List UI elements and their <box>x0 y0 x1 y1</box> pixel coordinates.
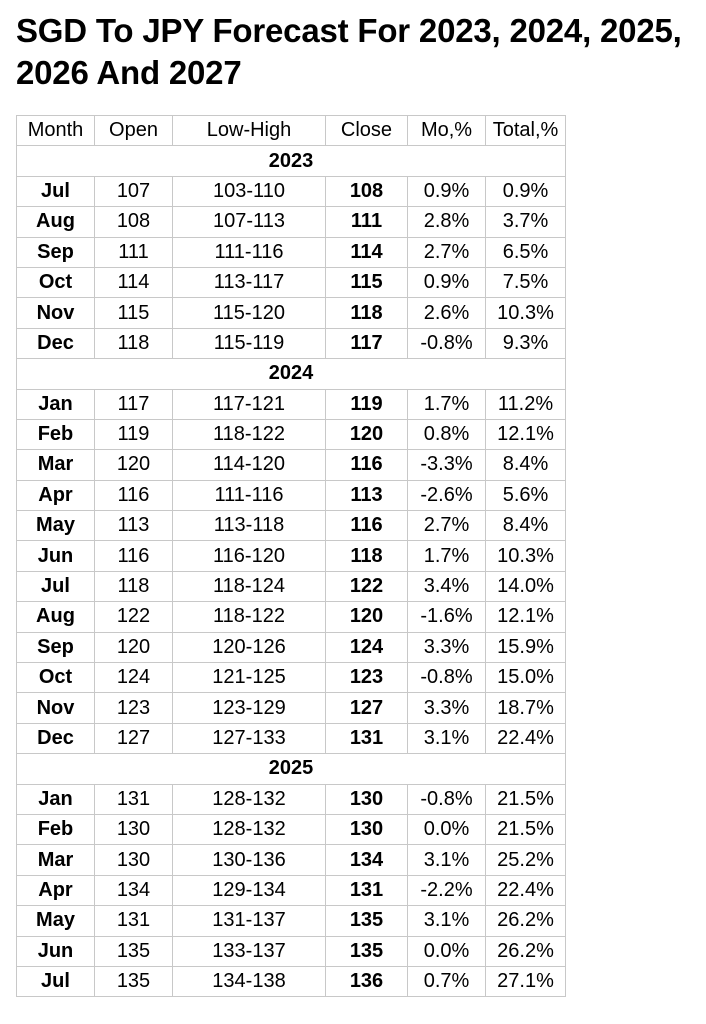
table-row <box>17 511 566 541</box>
cell-low-high: 129-134 <box>173 875 326 905</box>
table-row <box>17 207 566 237</box>
table-row <box>17 267 566 297</box>
cell-mo-percent: 0.7% <box>408 966 486 996</box>
cell-close: 131 <box>326 723 408 753</box>
cell-month: Dec <box>17 723 95 753</box>
cell-total-percent: 15.9% <box>486 632 566 662</box>
cell-low-high: 128-132 <box>173 814 326 844</box>
cell-close: 108 <box>326 176 408 206</box>
year-heading: 2023 <box>17 146 566 176</box>
cell-month: Nov <box>17 693 95 723</box>
cell-total-percent: 8.4% <box>486 511 566 541</box>
cell-mo-percent: 3.3% <box>408 632 486 662</box>
forecast-table <box>16 115 566 997</box>
cell-month: Apr <box>17 480 95 510</box>
header-mo-percent: Mo,% <box>408 116 486 146</box>
cell-total-percent: 5.6% <box>486 480 566 510</box>
cell-low-high: 107-113 <box>173 207 326 237</box>
cell-open: 108 <box>95 207 173 237</box>
cell-open: 120 <box>95 632 173 662</box>
cell-low-high: 118-122 <box>173 602 326 632</box>
table-row <box>17 328 566 358</box>
cell-total-percent: 11.2% <box>486 389 566 419</box>
cell-close: 136 <box>326 966 408 996</box>
table-row <box>17 450 566 480</box>
cell-total-percent: 14.0% <box>486 571 566 601</box>
cell-month: May <box>17 511 95 541</box>
cell-close: 118 <box>326 298 408 328</box>
cell-close: 116 <box>326 450 408 480</box>
cell-open: 131 <box>95 906 173 936</box>
cell-close: 115 <box>326 267 408 297</box>
cell-low-high: 118-122 <box>173 419 326 449</box>
table-row <box>17 875 566 905</box>
header-month: Month <box>17 116 95 146</box>
cell-low-high: 130-136 <box>173 845 326 875</box>
cell-open: 131 <box>95 784 173 814</box>
cell-month: Jul <box>17 571 95 601</box>
table-row <box>17 237 566 267</box>
cell-open: 107 <box>95 176 173 206</box>
cell-mo-percent: -3.3% <box>408 450 486 480</box>
cell-month: Jun <box>17 541 95 571</box>
table-row <box>17 784 566 814</box>
cell-open: 116 <box>95 541 173 571</box>
header-total-percent: Total,% <box>486 116 566 146</box>
cell-open: 118 <box>95 328 173 358</box>
cell-total-percent: 8.4% <box>486 450 566 480</box>
table-row <box>17 663 566 693</box>
table-row <box>17 632 566 662</box>
cell-close: 119 <box>326 389 408 419</box>
header-low-high: Low-High <box>173 116 326 146</box>
header-row <box>17 116 566 146</box>
cell-low-high: 111-116 <box>173 480 326 510</box>
cell-open: 134 <box>95 875 173 905</box>
cell-open: 119 <box>95 419 173 449</box>
cell-total-percent: 12.1% <box>486 419 566 449</box>
table-row <box>17 571 566 601</box>
cell-low-high: 114-120 <box>173 450 326 480</box>
cell-close: 131 <box>326 875 408 905</box>
cell-total-percent: 21.5% <box>486 784 566 814</box>
cell-low-high: 103-110 <box>173 176 326 206</box>
cell-open: 120 <box>95 450 173 480</box>
cell-close: 127 <box>326 693 408 723</box>
cell-low-high: 127-133 <box>173 723 326 753</box>
year-heading: 2024 <box>17 359 566 389</box>
cell-low-high: 134-138 <box>173 966 326 996</box>
cell-open: 130 <box>95 845 173 875</box>
cell-month: Jul <box>17 176 95 206</box>
cell-close: 130 <box>326 814 408 844</box>
cell-total-percent: 26.2% <box>486 906 566 936</box>
cell-close: 134 <box>326 845 408 875</box>
cell-mo-percent: 1.7% <box>408 389 486 419</box>
cell-total-percent: 6.5% <box>486 237 566 267</box>
cell-low-high: 128-132 <box>173 784 326 814</box>
cell-mo-percent: 0.0% <box>408 936 486 966</box>
cell-month: Jul <box>17 966 95 996</box>
cell-open: 115 <box>95 298 173 328</box>
table-row <box>17 419 566 449</box>
cell-month: Oct <box>17 267 95 297</box>
cell-mo-percent: -0.8% <box>408 328 486 358</box>
cell-close: 113 <box>326 480 408 510</box>
cell-mo-percent: 2.8% <box>408 207 486 237</box>
cell-month: Nov <box>17 298 95 328</box>
cell-low-high: 133-137 <box>173 936 326 966</box>
cell-open: 118 <box>95 571 173 601</box>
cell-close: 116 <box>326 511 408 541</box>
cell-month: Oct <box>17 663 95 693</box>
table-row <box>17 541 566 571</box>
header-close: Close <box>326 116 408 146</box>
table-row <box>17 176 566 206</box>
cell-month: Sep <box>17 632 95 662</box>
cell-close: 114 <box>326 237 408 267</box>
cell-open: 111 <box>95 237 173 267</box>
cell-open: 117 <box>95 389 173 419</box>
table-row <box>17 936 566 966</box>
table-row <box>17 966 566 996</box>
table-row <box>17 389 566 419</box>
cell-close: 118 <box>326 541 408 571</box>
table-row <box>17 845 566 875</box>
cell-close: 123 <box>326 663 408 693</box>
cell-open: 135 <box>95 936 173 966</box>
header-open: Open <box>95 116 173 146</box>
cell-mo-percent: 3.4% <box>408 571 486 601</box>
cell-mo-percent: 0.0% <box>408 814 486 844</box>
cell-month: May <box>17 906 95 936</box>
cell-month: Jan <box>17 389 95 419</box>
cell-low-high: 118-124 <box>173 571 326 601</box>
cell-mo-percent: 2.7% <box>408 237 486 267</box>
cell-low-high: 113-118 <box>173 511 326 541</box>
cell-total-percent: 21.5% <box>486 814 566 844</box>
cell-total-percent: 12.1% <box>486 602 566 632</box>
cell-open: 116 <box>95 480 173 510</box>
cell-total-percent: 15.0% <box>486 663 566 693</box>
cell-close: 120 <box>326 602 408 632</box>
year-heading: 2025 <box>17 754 566 784</box>
cell-low-high: 120-126 <box>173 632 326 662</box>
cell-close: 111 <box>326 207 408 237</box>
cell-total-percent: 18.7% <box>486 693 566 723</box>
cell-low-high: 123-129 <box>173 693 326 723</box>
cell-month: Mar <box>17 845 95 875</box>
cell-close: 130 <box>326 784 408 814</box>
cell-close: 135 <box>326 936 408 966</box>
cell-month: Dec <box>17 328 95 358</box>
cell-low-high: 113-117 <box>173 267 326 297</box>
cell-open: 135 <box>95 966 173 996</box>
cell-month: Apr <box>17 875 95 905</box>
cell-mo-percent: -2.2% <box>408 875 486 905</box>
cell-low-high: 121-125 <box>173 663 326 693</box>
cell-low-high: 117-121 <box>173 389 326 419</box>
cell-total-percent: 27.1% <box>486 966 566 996</box>
cell-month: Feb <box>17 814 95 844</box>
cell-mo-percent: 3.1% <box>408 845 486 875</box>
cell-close: 122 <box>326 571 408 601</box>
cell-total-percent: 10.3% <box>486 298 566 328</box>
cell-mo-percent: 3.1% <box>408 906 486 936</box>
cell-month: Feb <box>17 419 95 449</box>
year-row <box>17 754 566 784</box>
cell-close: 135 <box>326 906 408 936</box>
cell-open: 127 <box>95 723 173 753</box>
cell-mo-percent: -0.8% <box>408 784 486 814</box>
table-row <box>17 480 566 510</box>
cell-total-percent: 26.2% <box>486 936 566 966</box>
year-row <box>17 146 566 176</box>
cell-month: Jan <box>17 784 95 814</box>
cell-mo-percent: 2.7% <box>408 511 486 541</box>
cell-total-percent: 3.7% <box>486 207 566 237</box>
cell-mo-percent: -2.6% <box>408 480 486 510</box>
cell-low-high: 115-119 <box>173 328 326 358</box>
table-row <box>17 906 566 936</box>
cell-low-high: 111-116 <box>173 237 326 267</box>
table-row <box>17 693 566 723</box>
table-row <box>17 814 566 844</box>
cell-close: 117 <box>326 328 408 358</box>
cell-open: 130 <box>95 814 173 844</box>
table-body <box>17 146 566 997</box>
cell-close: 124 <box>326 632 408 662</box>
cell-open: 122 <box>95 602 173 632</box>
cell-month: Sep <box>17 237 95 267</box>
cell-total-percent: 25.2% <box>486 845 566 875</box>
cell-mo-percent: 3.3% <box>408 693 486 723</box>
cell-month: Jun <box>17 936 95 966</box>
cell-total-percent: 22.4% <box>486 723 566 753</box>
cell-mo-percent: 0.9% <box>408 176 486 206</box>
cell-open: 114 <box>95 267 173 297</box>
page-title: SGD To JPY Forecast For 2023, 2024, 2025, 2026 And 2027 <box>16 12 682 91</box>
cell-low-high: 131-137 <box>173 906 326 936</box>
cell-mo-percent: 1.7% <box>408 541 486 571</box>
cell-open: 124 <box>95 663 173 693</box>
cell-mo-percent: 0.9% <box>408 267 486 297</box>
cell-month: Aug <box>17 207 95 237</box>
cell-mo-percent: 0.8% <box>408 419 486 449</box>
cell-open: 123 <box>95 693 173 723</box>
table-row <box>17 298 566 328</box>
cell-close: 120 <box>326 419 408 449</box>
year-row <box>17 359 566 389</box>
table-header <box>17 116 566 146</box>
table-row <box>17 723 566 753</box>
cell-month: Mar <box>17 450 95 480</box>
cell-mo-percent: -1.6% <box>408 602 486 632</box>
cell-low-high: 116-120 <box>173 541 326 571</box>
cell-total-percent: 7.5% <box>486 267 566 297</box>
cell-open: 113 <box>95 511 173 541</box>
cell-month: Aug <box>17 602 95 632</box>
table-row <box>17 602 566 632</box>
cell-low-high: 115-120 <box>173 298 326 328</box>
cell-total-percent: 10.3% <box>486 541 566 571</box>
cell-mo-percent: 2.6% <box>408 298 486 328</box>
cell-total-percent: 0.9% <box>486 176 566 206</box>
cell-mo-percent: -0.8% <box>408 663 486 693</box>
cell-mo-percent: 3.1% <box>408 723 486 753</box>
cell-total-percent: 22.4% <box>486 875 566 905</box>
cell-total-percent: 9.3% <box>486 328 566 358</box>
